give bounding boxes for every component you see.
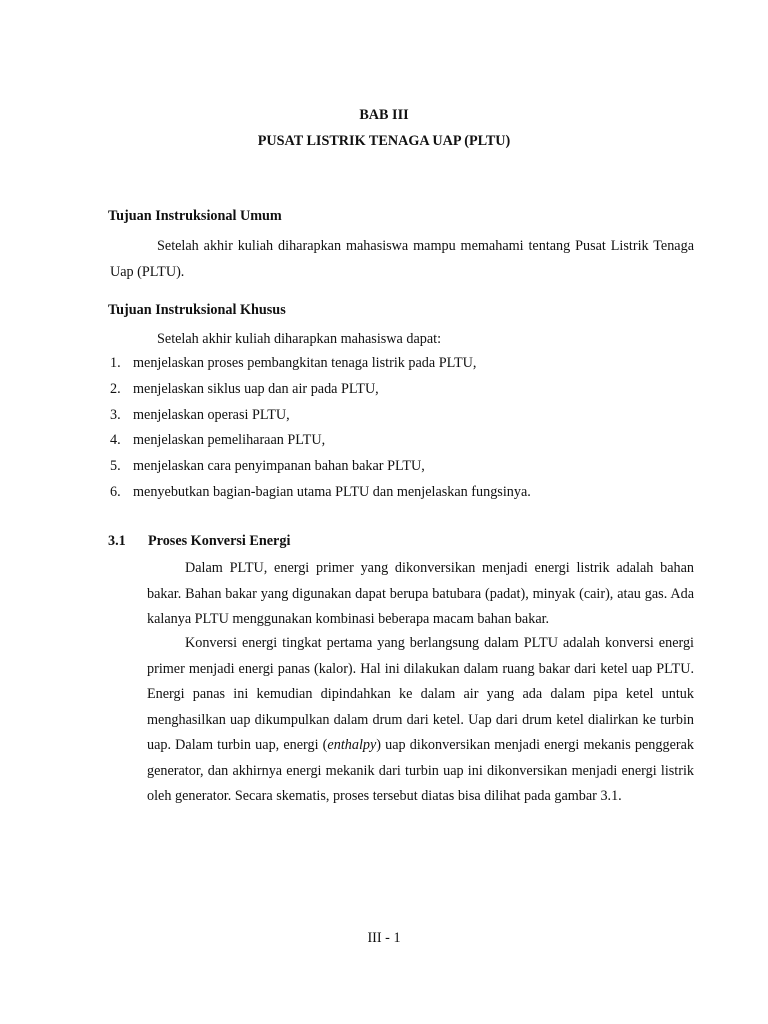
chapter-label: BAB III — [359, 107, 409, 123]
list-item: 3. menjelaskan operasi PLTU, — [110, 406, 290, 423]
tiu-heading: Tujuan Instruksional Umum — [108, 208, 282, 224]
section-paragraph-2: Konversi energi tingkat pertama yang berlangsung dalam PLTU adalah konversi energi primer menjadi energi panas (kalor). Hal ini dilakukan dalam ruang bakar dari ketel uap PLTU. Energi panas ini kemudian dipindahkan ke dalam air yang ada dalam pipa ketel untuk menghasilkan uap dikumpulkan dalam drum dari ketel. Uap dari drum ketel dialirkan ke turbin uap. Dalam turbin uap, energi (enthalpy) uap dikonversikan menjadi energi mekanis penggerak generator, dan akhirnya energi mekanik dari turbin uap ini dikonversikan menjadi energi listrik oleh generator. Secara skematis, proses tersebut diatas bisa dilihat pada gambar 3.1. — [147, 635, 694, 804]
section-paragraph-1: Dalam PLTU, energi primer yang dikonversikan menjadi energi listrik adalah bahan bakar. Bahan bakar yang digunakan dapat berupa batubara (padat), minyak (cair), atau gas. Ada kalanya PLTU menggunakan kombinasi beberapa macam bahan bakar. — [147, 560, 694, 627]
chapter-title: PUSAT LISTRIK TENAGA UAP (PLTU) — [257, 133, 511, 149]
objectives-list — [110, 351, 531, 506]
tik-intro: Setelah akhir kuliah diharapkan mahasiswa dapat: — [157, 331, 442, 347]
section-number: 3.1 — [108, 533, 126, 549]
list-item: 6. menyebutkan bagian-bagian utama PLTU dan menjelaskan fungsinya. — [110, 483, 531, 500]
list-item: 2. menjelaskan siklus uap dan air pada PLTU, — [110, 380, 379, 397]
list-item: 5. menjelaskan cara penyimpanan bahan bakar PLTU, — [110, 458, 425, 475]
page-number: III - 1 — [367, 930, 401, 946]
tik-heading: Tujuan Instruksional Khusus — [108, 302, 286, 318]
list-item: 4. menjelaskan pemeliharaan PLTU, — [110, 432, 326, 449]
section-title: Proses Konversi Energi — [148, 533, 291, 549]
list-item: 1. menjelaskan proses pembangkitan tenaga listrik pada PLTU, — [110, 355, 477, 371]
tiu-paragraph: Setelah akhir kuliah diharapkan mahasiswa mampu memahami tentang Pusat Listrik Tenaga Uap (PLTU). — [110, 238, 694, 280]
